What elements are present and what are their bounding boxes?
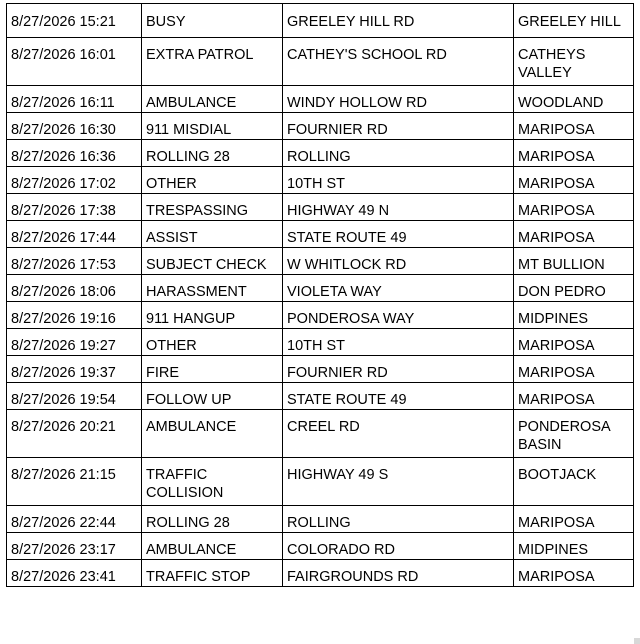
city-cell: MIDPINES	[514, 302, 634, 329]
city-cell: MARIPOSA	[514, 113, 634, 140]
table-row	[7, 194, 634, 221]
table-row	[7, 302, 634, 329]
address-cell: 10TH ST	[283, 329, 514, 356]
datetime-cell: 8/27/2026 17:44	[7, 221, 142, 248]
table-row	[7, 86, 634, 113]
address-cell: WINDY HOLLOW RD	[283, 86, 514, 113]
table-row	[7, 560, 634, 587]
call-log-table	[6, 3, 634, 587]
datetime-cell: 8/27/2026 19:37	[7, 356, 142, 383]
datetime-cell: 8/27/2026 17:02	[7, 167, 142, 194]
call-type-cell: TRAFFIC COLLISION	[142, 458, 283, 506]
datetime-cell: 8/27/2026 16:11	[7, 86, 142, 113]
address-cell: FOURNIER RD	[283, 356, 514, 383]
address-cell: FAIRGROUNDS RD	[283, 560, 514, 587]
address-cell: HIGHWAY 49 S	[283, 458, 514, 506]
datetime-cell: 8/27/2026 19:54	[7, 383, 142, 410]
call-type-cell: 911 MISDIAL	[142, 113, 283, 140]
address-cell: VIOLETA WAY	[283, 275, 514, 302]
datetime-cell: 8/27/2026 21:15	[7, 458, 142, 506]
table-row	[7, 506, 634, 533]
datetime-cell: 8/27/2026 23:17	[7, 533, 142, 560]
city-cell: MARIPOSA	[514, 221, 634, 248]
city-cell: MT BULLION	[514, 248, 634, 275]
call-type-cell: TRESPASSING	[142, 194, 283, 221]
table-row	[7, 4, 634, 38]
call-type-cell: 911 HANGUP	[142, 302, 283, 329]
city-cell: CATHEYS VALLEY	[514, 38, 634, 86]
call-type-cell: ASSIST	[142, 221, 283, 248]
city-cell: WOODLAND	[514, 86, 634, 113]
city-cell: GREELEY HILL	[514, 4, 634, 38]
city-cell: MARIPOSA	[514, 383, 634, 410]
table-row	[7, 458, 634, 506]
datetime-cell: 8/27/2026 22:44	[7, 506, 142, 533]
call-type-cell: OTHER	[142, 329, 283, 356]
call-log-body	[7, 4, 634, 587]
call-type-cell: AMBULANCE	[142, 86, 283, 113]
datetime-cell: 8/27/2026 16:36	[7, 140, 142, 167]
datetime-cell: 8/27/2026 17:53	[7, 248, 142, 275]
address-cell: ROLLING	[283, 140, 514, 167]
call-type-cell: OTHER	[142, 167, 283, 194]
table-row	[7, 275, 634, 302]
address-cell: COLORADO RD	[283, 533, 514, 560]
address-cell: GREELEY HILL RD	[283, 4, 514, 38]
table-row	[7, 140, 634, 167]
table-row	[7, 167, 634, 194]
datetime-cell: 8/27/2026 23:41	[7, 560, 142, 587]
call-type-cell: AMBULANCE	[142, 533, 283, 560]
datetime-cell: 8/27/2026 15:21	[7, 4, 142, 38]
table-row	[7, 383, 634, 410]
call-type-cell: EXTRA PATROL	[142, 38, 283, 86]
datetime-cell: 8/27/2026 20:21	[7, 410, 142, 458]
address-cell: STATE ROUTE 49	[283, 383, 514, 410]
call-type-cell: FOLLOW UP	[142, 383, 283, 410]
city-cell: MARIPOSA	[514, 506, 634, 533]
table-row	[7, 248, 634, 275]
address-cell: CREEL RD	[283, 410, 514, 458]
call-type-cell: ROLLING 28	[142, 140, 283, 167]
city-cell: MARIPOSA	[514, 356, 634, 383]
city-cell: MIDPINES	[514, 533, 634, 560]
table-row	[7, 329, 634, 356]
call-type-cell: FIRE	[142, 356, 283, 383]
table-row	[7, 410, 634, 458]
city-cell: MARIPOSA	[514, 140, 634, 167]
address-cell: 10TH ST	[283, 167, 514, 194]
page-corner-mark	[634, 638, 640, 644]
table-row	[7, 356, 634, 383]
city-cell: MARIPOSA	[514, 167, 634, 194]
datetime-cell: 8/27/2026 17:38	[7, 194, 142, 221]
call-type-cell: SUBJECT CHECK	[142, 248, 283, 275]
address-cell: STATE ROUTE 49	[283, 221, 514, 248]
city-cell: BOOTJACK	[514, 458, 634, 506]
address-cell: FOURNIER RD	[283, 113, 514, 140]
datetime-cell: 8/27/2026 19:16	[7, 302, 142, 329]
datetime-cell: 8/27/2026 18:06	[7, 275, 142, 302]
datetime-cell: 8/27/2026 16:30	[7, 113, 142, 140]
city-cell: MARIPOSA	[514, 194, 634, 221]
call-type-cell: BUSY	[142, 4, 283, 38]
table-row	[7, 38, 634, 86]
datetime-cell: 8/27/2026 19:27	[7, 329, 142, 356]
address-cell: ROLLING	[283, 506, 514, 533]
call-type-cell: ROLLING 28	[142, 506, 283, 533]
address-cell: PONDEROSA WAY	[283, 302, 514, 329]
city-cell: MARIPOSA	[514, 329, 634, 356]
city-cell: PONDEROSA BASIN	[514, 410, 634, 458]
datetime-cell: 8/27/2026 16:01	[7, 38, 142, 86]
call-type-cell: AMBULANCE	[142, 410, 283, 458]
call-type-cell: TRAFFIC STOP	[142, 560, 283, 587]
table-row	[7, 533, 634, 560]
table-row	[7, 113, 634, 140]
address-cell: W WHITLOCK RD	[283, 248, 514, 275]
table-row	[7, 221, 634, 248]
call-type-cell: HARASSMENT	[142, 275, 283, 302]
city-cell: MARIPOSA	[514, 560, 634, 587]
city-cell: DON PEDRO	[514, 275, 634, 302]
address-cell: HIGHWAY 49 N	[283, 194, 514, 221]
address-cell: CATHEY'S SCHOOL RD	[283, 38, 514, 86]
